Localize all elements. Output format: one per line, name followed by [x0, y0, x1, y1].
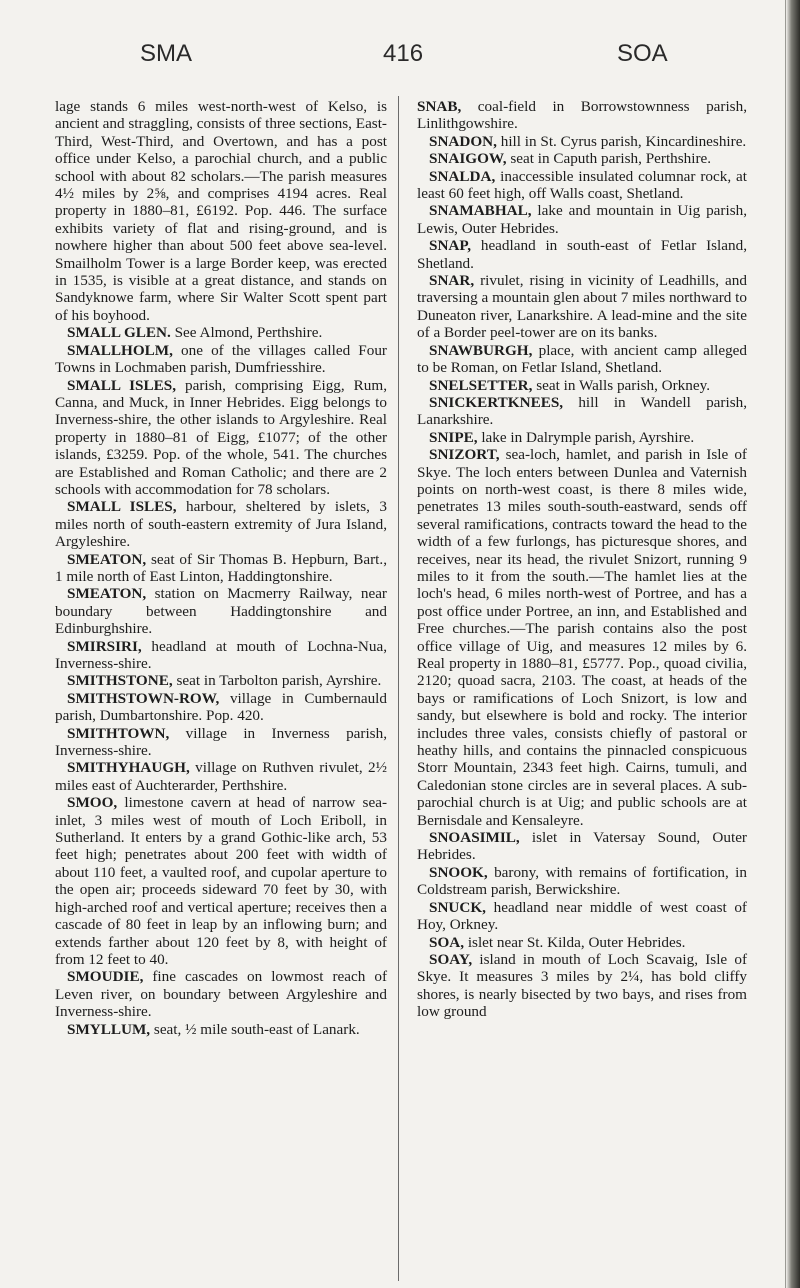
entry-text: island in mouth of Loch Scavaig, Isle of Skye. It measures 3 miles by 2¼, has bold cliffy shores, is nearly bisected by two bays, and rises from low ground [417, 950, 747, 1021]
left-column [55, 98, 387, 1038]
gazetteer-entry [55, 377, 387, 499]
entry-text: hill in Wandell parish, Lanarkshire. [417, 393, 747, 429]
entry-headword: SNALDA, [429, 167, 496, 185]
entry-headword: SNICKERTKNEES, [429, 393, 564, 411]
gazetteer-entry [417, 899, 747, 934]
gazetteer-entry [55, 672, 387, 689]
entry-text: sea-loch, hamlet, and parish in Isle of Skye. The loch enters between Dunlea and Vaternish points on north-west coast, is there 8 miles wide, penetrates 13 miles south-south-eastward, sends off several ramifications, contracts toward the head to the width of a few furlongs, has picturesque shores, and receives, near its head, the rivulet Snizort, running 9 miles to it from the south.—The hamlet lies at the loch's head, 6 miles north-west of Portree, and has a post office under Portree, an inn, and Established and Free churches.—The parish contains also the post office village of Uig, and measures 12 miles by 6. Real property in 1880–81, £5777. Pop., quoad civilia, 2120; quoad sacra, 2103. The coast, at heads of the bays or ramifications of Loch Snizort, is low and sandy, but elsewhere is bold and rocky. The interior includes three vales, consists chiefly of pastoral or heathy hills, and contains the pinnacled conspicuous Storr Mountain, 2343 feet high. Cairns, tumuli, and Caledonian stone circles are in several places. A sub-parochial church is at Uig; and public schools are at Bernisdale and Kensaleyre. [417, 446, 747, 829]
gazetteer-entry [417, 864, 747, 899]
entry-headword: SMIRSIRI, [67, 637, 142, 655]
gazetteer-entry [417, 202, 747, 237]
entry-text: lake in Dalrymple parish, Ayrshire. [477, 428, 695, 446]
gazetteer-entry [417, 342, 747, 377]
gazetteer-entry [417, 272, 747, 342]
entry-headword: SNAIGOW, [429, 150, 507, 168]
entry-text: headland at mouth of Lochna-Nua, Inverness-shire. [55, 637, 387, 672]
entry-text: barony, with remains of fortification, in Coldstream parish, Berwickshire. [417, 863, 747, 899]
gazetteer-entry [417, 133, 747, 150]
entry-headword: SMITHSTOWN-ROW, [67, 689, 220, 707]
entry-text: headland near middle of west coast of Hoy, Orkney. [417, 898, 747, 934]
entry-headword: SMITHYHAUGH, [67, 759, 190, 777]
entry-headword: SMEATON, [67, 585, 147, 603]
entry-text: hill in St. Cyrus parish, Kincardineshire. [496, 132, 747, 150]
gazetteer-entry [417, 934, 747, 951]
gazetteer-entry [55, 690, 387, 725]
gazetteer-entry [55, 342, 387, 377]
gazetteer-entry [417, 377, 747, 394]
entry-headword: SMALLHOLM, [67, 341, 173, 359]
gazetteer-entry [417, 150, 747, 167]
entry-text: village on Ruthven rivulet, 2½ miles east of Auchterarder, Perthshire. [55, 759, 387, 794]
entry-headword: SMYLLUM, [67, 1020, 151, 1038]
entry-text: fine cascades on lowmost reach of Leven river, on boundary between Argyleshire and Inverness-shire. [55, 968, 387, 1021]
entry-headword: SNAWBURGH, [429, 341, 533, 359]
gazetteer-entry [417, 237, 747, 272]
entry-headword: SMOUDIE, [67, 968, 144, 986]
right-column [417, 98, 747, 1021]
entry-text: place, with ancient camp alleged to be Roman, on Fetlar Island, Shetland. [417, 341, 747, 377]
gazetteer-entry [417, 394, 747, 429]
entry-headword: SNADON, [429, 132, 497, 150]
header-right-guide-word: SOA [617, 40, 668, 67]
running-header [0, 40, 800, 80]
entry-headword: SNAB, [417, 98, 462, 115]
entry-headword: SNUCK, [429, 898, 486, 916]
entry-text: village in Cumbernauld parish, Dumbartonshire. Pop. 420. [55, 689, 387, 725]
gazetteer-entry [55, 759, 387, 794]
entry-headword: SNELSETTER, [429, 376, 533, 394]
entry-text: coal-field in Borrowstownness parish, Linlithgowshire. [417, 98, 747, 133]
gazetteer-entry [55, 551, 387, 586]
entry-text: limestone cavern at head of narrow sea-inlet, 3 miles west of mouth of Loch Eriboll, in Sutherland. It enters by a grand Gothic-like arch, 53 feet high; penetrates about 200 feet with width of about 110 feet, a vaulted roof, and cupolar aperture to the open air; proceeds sideward 70 feet by 30, with high-arched roof and vertical aperture; receives then a cascade of 80 feet in leap by an inflowing burn; and extends farther about 120 feet by 8, with height of from 12 feet to 40. [55, 794, 387, 968]
gazetteer-entry [417, 168, 747, 203]
entry-headword: SMITHTOWN, [67, 724, 170, 742]
gazetteer-entry [417, 429, 747, 446]
entry-headword: SMEATON, [67, 550, 147, 568]
gazetteer-entry [55, 585, 387, 637]
header-left-guide-word: SMA [140, 40, 193, 67]
entry-headword: SOA, [429, 933, 465, 951]
entry-headword: SNIZORT, [429, 446, 500, 464]
gazetteer-entry [55, 794, 387, 968]
gazetteer-entry [55, 98, 387, 324]
entry-text: inaccessible insulated columnar rock, at least 60 feet high, off Walls coast, Shetland. [417, 167, 747, 203]
gazetteer-entry [55, 1021, 387, 1038]
gazetteer-entry [417, 829, 747, 864]
gazetteer-entry [55, 725, 387, 760]
page-number: 416 [383, 40, 424, 67]
gazetteer-entry [417, 98, 747, 133]
entry-headword: SNOASIMIL, [429, 829, 520, 847]
entry-text: seat in Tarbolton parish, Ayrshire. [172, 672, 382, 690]
entry-text: lage stands 6 miles west-north-west of Kelso, is ancient and straggling, consists of three sections, East-Third, West-Third, and Overtown, and has a post office under Kelso, a parochial church, and a public school with about 82 scholars.—The parish measures 4½ miles by 2⅝, and comprises 4194 acres. Real property in 1880–81, £6192. Pop. 446. The surface exhibits variety of flat and rising-ground, and is nowhere higher than about 500 feet above sea-level. Smailholm Tower is a large Border keep, was erected in 1535, is visible at a great distance, and stands on Sandyknowe farm, where Sir Walter Scott spent part of his boyhood. [55, 98, 387, 324]
entry-headword: SMITHSTONE, [67, 672, 173, 690]
entry-text: headland in south-east of Fetlar Island, Shetland. [417, 237, 747, 272]
entry-text: harbour, sheltered by islets, 3 miles north of south-eastern extremity of Jura Island, Argyleshire. [55, 498, 388, 551]
entry-text: See Almond, Perthshire. [170, 324, 323, 342]
gazetteer-entry [417, 951, 747, 1021]
column-divider [398, 96, 399, 1281]
entry-headword: SMALL ISLES, [67, 498, 177, 516]
gazetteer-entry [55, 324, 387, 341]
gazetteer-entry [55, 968, 387, 1020]
entry-text: islet in Vatersay Sound, Outer Hebrides. [417, 829, 747, 864]
gazetteer-entry [417, 446, 747, 829]
entry-headword: SMALL ISLES, [67, 376, 177, 394]
entry-text: rivulet, rising in vicinity of Leadhills, and traversing a mountain glen about 7 miles northward to Duneaton river, Lanarkshire. A lead-mine and the site of a Border peel-tower are on its banks. [417, 272, 747, 342]
entry-text: parish, comprising Eigg, Rum, Canna, and Muck, in Inner Hebrides. Eigg belongs to Inverness-shire, the other islands to Argyleshire. Real property in 1880–81 of Eigg, £1077; of the other islands, £3259. Pop. of the whole, 541. The churches are Established and Roman Catholic; and there are 2 schools with accommodation for 78 scholars. [55, 376, 387, 498]
entry-headword: SNOOK, [429, 863, 488, 881]
entry-headword: SNIPE, [429, 428, 478, 446]
entry-text: seat of Sir Thomas B. Hepburn, Bart., 1 mile north of East Linton, Haddingtonshire. [55, 550, 387, 585]
entry-headword: SMOO, [67, 794, 118, 812]
entry-text: seat in Caputh parish, Perthshire. [506, 150, 712, 168]
entry-text: village in Inverness parish, Inverness-shire. [55, 724, 387, 760]
gazetteer-entry [55, 638, 387, 673]
entry-headword: SNAP, [429, 237, 472, 255]
entry-headword: SOAY, [429, 950, 473, 968]
entry-text: lake and mountain in Uig parish, Lewis, Outer Hebrides. [417, 202, 747, 237]
entry-text: seat in Walls parish, Orkney. [532, 376, 711, 394]
book-edge-shadow [786, 0, 800, 1288]
entry-headword: SMALL GLEN. [67, 324, 171, 342]
entry-text: islet near St. Kilda, Outer Hebrides. [464, 933, 686, 951]
entry-text: seat, ½ mile south-east of Lanark. [150, 1020, 360, 1038]
entry-text: station on Macmerry Railway, near boundary between Haddingtonshire and Edinburghshire. [55, 585, 387, 638]
entry-headword: SNAMABHAL, [429, 202, 532, 220]
gazetteer-entry [55, 498, 387, 550]
entry-text: one of the villages called Four Towns in Lochmaben parish, Dumfriesshire. [55, 341, 387, 377]
entry-headword: SNAR, [429, 272, 475, 290]
